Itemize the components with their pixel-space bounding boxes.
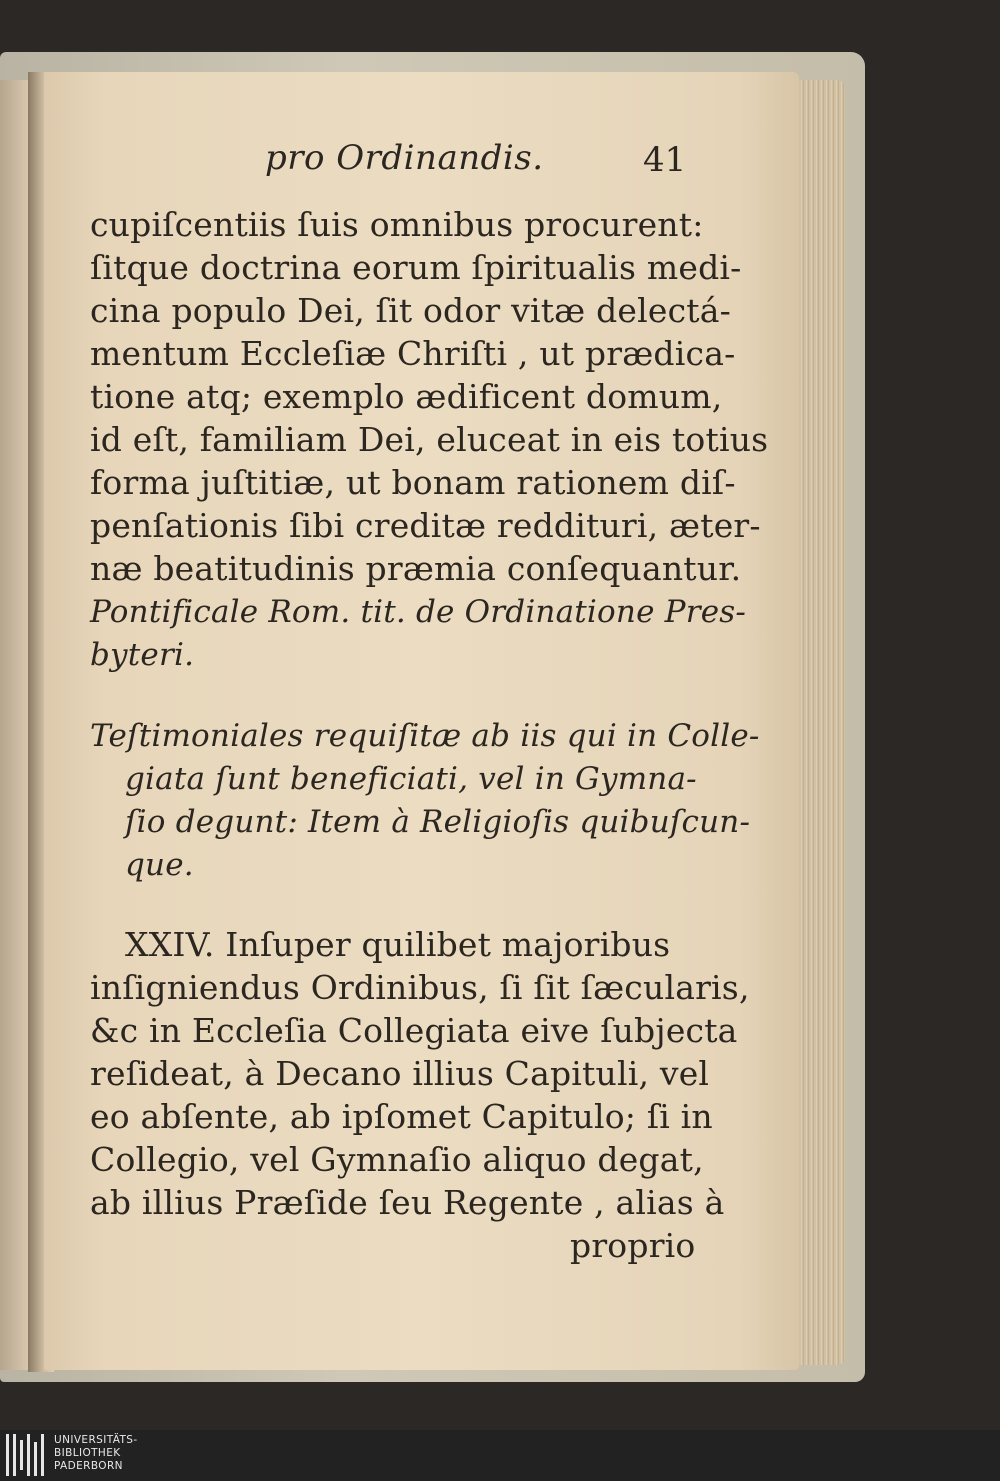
running-head: pro Ordinandis. bbox=[265, 138, 544, 178]
library-footer bbox=[0, 1430, 1000, 1481]
text-line: &c in Eccleſia Collegiata eive ſubjecta bbox=[90, 1011, 738, 1050]
paragraph-start: XXIV. Inſuper quilibet majoribus bbox=[125, 925, 671, 964]
text-line: inſigniendus Ordinibus, ſi ſit ſæcularis, bbox=[90, 968, 750, 1007]
page-number: 41 bbox=[643, 140, 687, 180]
text-line: mentum Eccleſiæ Chriſti , ut prædica- bbox=[90, 334, 736, 373]
text-line: forma juſtitiæ, ut bonam rationem diſ- bbox=[90, 463, 736, 502]
text-line: cupiſcentiis ſuis omnibus procurent: bbox=[90, 205, 704, 244]
text-line: cina populo Dei, ſit odor vitæ delectá- bbox=[90, 291, 731, 330]
section-heading: giata ſunt beneficiati, vel in Gymna- bbox=[125, 761, 697, 797]
library-logo-text bbox=[54, 1434, 138, 1473]
library-column-logo-icon bbox=[6, 1434, 46, 1476]
section-heading: ſio degunt: Item à Religioſis quibuſcun- bbox=[125, 804, 751, 840]
text-line: reſideat, à Decano illius Capituli, vel bbox=[90, 1054, 710, 1093]
section-heading: que. bbox=[125, 847, 194, 883]
text-line: penſationis ſibi creditæ reddituri, æter- bbox=[90, 506, 761, 545]
text-line: ſitque doctrina eorum ſpiritualis medi- bbox=[90, 248, 742, 287]
page-edges bbox=[795, 80, 845, 1365]
catchword: proprio bbox=[570, 1226, 696, 1265]
logo-line-3: PADERBORN bbox=[54, 1460, 123, 1472]
logo-line-2: BIBLIOTHEK bbox=[54, 1447, 121, 1459]
citation-line: byteri. bbox=[90, 637, 195, 673]
section-heading: Teſtimoniales requiſitæ ab iis qui in Colle- bbox=[90, 718, 760, 754]
logo-line-1: UNIVERSITÄTS- bbox=[54, 1434, 138, 1446]
text-line: næ beatitudinis præmia conſequantur. bbox=[90, 549, 742, 588]
citation-line: Pontificale Rom. tit. de Ordinatione Pres- bbox=[90, 594, 747, 630]
text-line: Collegio, vel Gymnaſio aliquo degat, bbox=[90, 1140, 704, 1179]
text-line: id eſt, familiam Dei, eluceat in eis totius bbox=[90, 420, 769, 459]
text-line: eo abſente, ab ipſomet Capitulo; ſi in bbox=[90, 1097, 713, 1136]
text-line: tione atq; exemplo ædificent domum, bbox=[90, 377, 723, 416]
text-line: ab illius Præſide ſeu Regente , alias à bbox=[90, 1183, 725, 1222]
